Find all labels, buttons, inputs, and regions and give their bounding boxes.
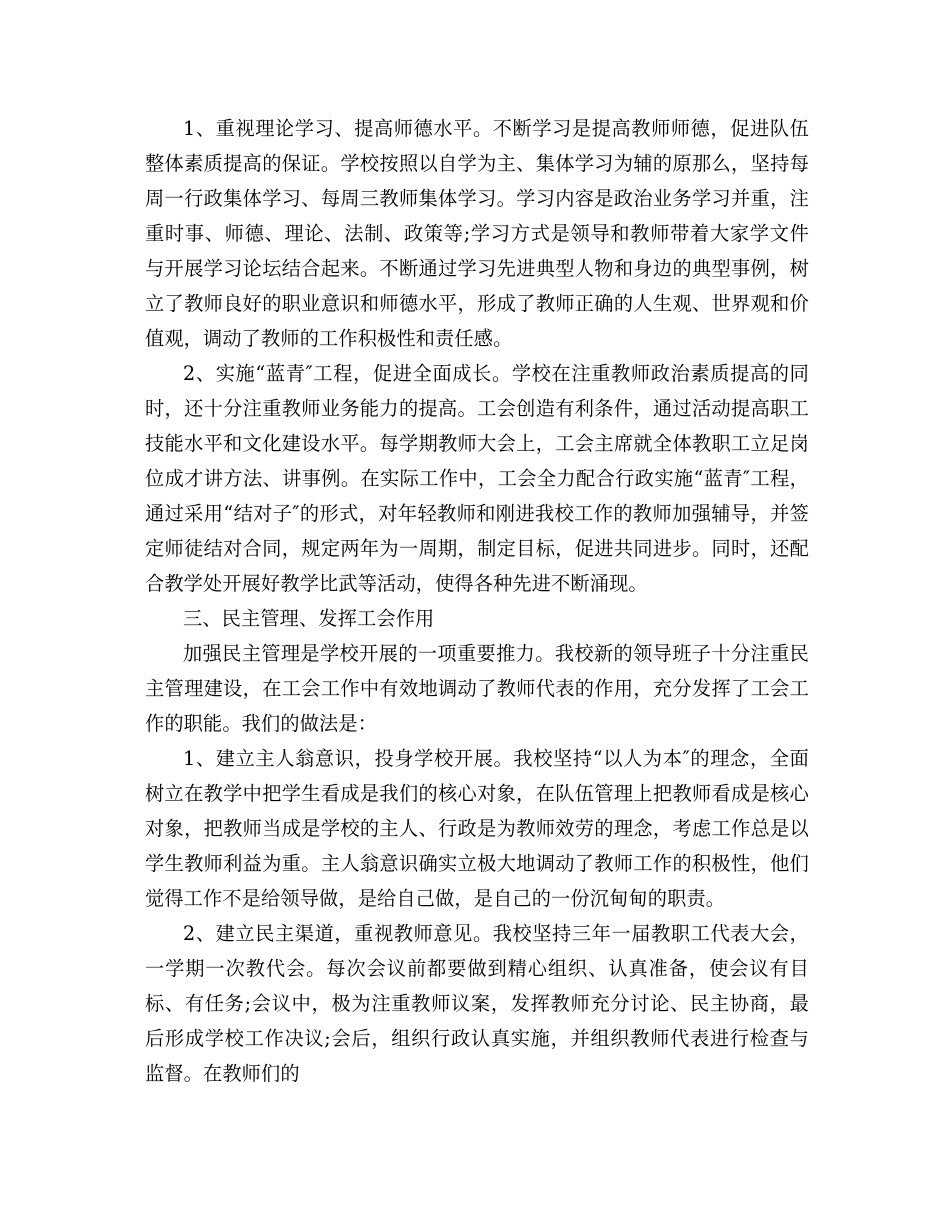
document-body	[145, 111, 809, 1091]
paragraph-democratic-management-intro: 加强民主管理是学校开展的一项重要推力。我校新的领导班子十分注重民主管理建设，在工会工作中有效地调动了教师代表的作用，充分发挥了工会工作的职能。我们的做法是：	[145, 642, 809, 735]
paragraph-blue-green-project: 2、实施“蓝青″工程，促进全面成长。学校在注重教师政治素质提高的同时，还十分注重教师业务能力的提高。工会创造有利条件，通过活动提高职工技能水平和文化建设水平。每学期教师大会上，工会主席就全体教职工立足岗位成才讲方法、讲事例。在实际工作中，工会全力配合行政实施“蓝青″工程，通过采用“结对子″的形式，对年轻教师和刚进我校工作的教师加强辅导，并签定师徒结对合同，规定两年为一周期，制定目标，促进共同进步。同时，还配合教学处开展好教学比武等活动，使得各种先进不断涌现。	[145, 362, 809, 595]
section-heading-democratic-management: 三、民主管理、发挥工会作用	[183, 607, 435, 630]
paragraph-teacher-ethics: 1、重视理论学习、提高师德水平。不断学习是提高教师师德，促进队伍整体素质提高的保证。学校按照以自学为主、集体学习为辅的原那么，坚持每周一行政集体学习、每周三教师集体学习。学习内容是政治业务学习并重，注重时事、师德、理论、法制、政策等;学习方式是领导和教师带着大家学文件与开展学习论坛结合起来。不断通过学习先进典型人物和身边的典型事例，树立了教师良好的职业意识和师德水平，形成了教师正确的人生观、世界观和价值观，调动了教师的工作积极性和责任感。	[145, 117, 809, 350]
paragraph-ownership-awareness: 1、建立主人翁意识，投身学校开展。我校坚持“以人为本″的理念，全面树立在教学中把学生看成是我们的核心对象，在队伍管理上把教师看成是核心对象，把教师当成是学校的主人、行政是为教师效劳的理念，考虑工作总是以学生教师利益为重。主人翁意识确实立极大地调动了教师工作的积极性，他们觉得工作不是给领导做，是给自己做，是自己的一份沉甸甸的职责。	[145, 747, 809, 910]
paragraph-democratic-channels: 2、建立民主渠道，重视教师意见。我校坚持三年一届教职工代表大会，一学期一次教代会。每次会议前都要做到精心组织、认真准备，使会议有目标、有任务;会议中，极为注重教师议案，发挥教师充分讨论、民主协商，最后形成学校工作决议;会后，组织行政认真实施，并组织教师代表进行检查与监督。在教师们的	[145, 922, 809, 1085]
